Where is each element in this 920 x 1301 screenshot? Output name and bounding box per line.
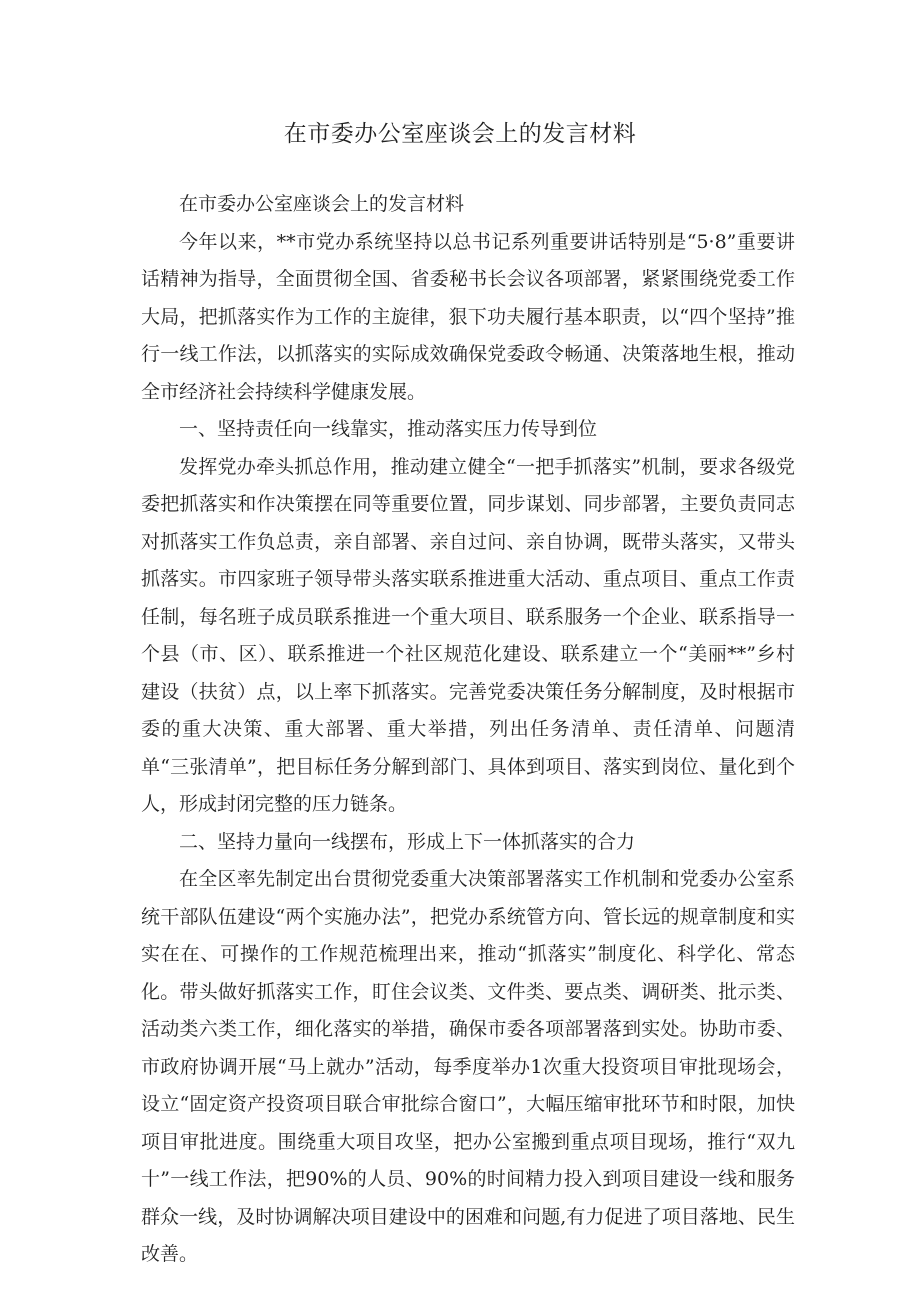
document-title: 在市委办公室座谈会上的发言材料 [283, 121, 637, 147]
paragraph-section-2: 在全区率先制定出台贯彻党委重大决策部署落实工作机制和党委办公室系统干部队伍建设“两个实施办法”，把党办系统管方向、管长远的规章制度和实实在在、可操作的工作规范梳理出来，推动“抓落实”制度化、科学化、常态化。带头做好抓落实工作，盯住会议类、文件类、要点类、调研类、批示类、活动类六类工作，细化落实的举措，确保市委各项部署落到实处。协助市委、市政府协调开展“马上就办”活动，每季度举办1次重大投资项目审批现场会，设立“固定资产投资项目联合审批综合窗口”，大幅压缩审批环节和时限，加快项目审批进度。围绕重大项目攻坚，把办公室搬到重点项目现场，推行“双九十”一线工作法，把90%的人员、90%的时间精力投入到项目建设一线和服务群众一线，及时协调解决项目建设中的困难和问题,有力促进了项目落地、民生改善。 [141, 868, 795, 1265]
document-body [141, 186, 795, 1274]
section-heading-1: 一、坚持责任向一线靠实，推动落实压力传导到位 [179, 418, 598, 440]
paragraph-subtitle: 在市委办公室座谈会上的发言材料 [179, 193, 465, 215]
paragraph-section-1: 发挥党办牵头抓总作用，推动建立健全“一把手抓落实”机制，要求各级党委把抓落实和作决策摆在同等重要位置，同步谋划、同步部署，主要负责同志对抓落实工作负总责，亲自部署、亲自过问、亲自协调，既带头落实，又带头抓落实。市四家班子领导带头落实联系推进重大活动、重点项目、重点工作责任制，每名班子成员联系推进一个重大项目、联系服务一个企业、联系指导一个县（市、区）、联系推进一个社区规范化建设、联系建立一个“美丽**”乡村建设（扶贫）点，以上率下抓落实。完善党委决策任务分解制度，及时根据市委的重大决策、重大部署、重大举措，列出任务清单、责任清单、问题清单“三张清单”，把目标任务分解到部门、具体到项目、落实到岗位、量化到个人，形成封闭完整的压力链条。 [141, 455, 795, 815]
section-heading-2: 二、坚持力量向一线摆布，形成上下一体抓落实的合力 [179, 830, 636, 853]
paragraph-intro: 今年以来，**市党办系统坚持以总书记系列重要讲话特别是“5·8”重要讲话精神为指导，全面贯彻全国、省委秘书长会议各项部署，紧紧围绕党委工作大局，把抓落实作为工作的主旋律，狠下功夫履行基本职责，以“四个坚持”推行一线工作法，以抓落实的实际成效确保党委政令畅通、决策落地生根，推动全市经济社会持续科学健康发展。 [141, 230, 795, 403]
